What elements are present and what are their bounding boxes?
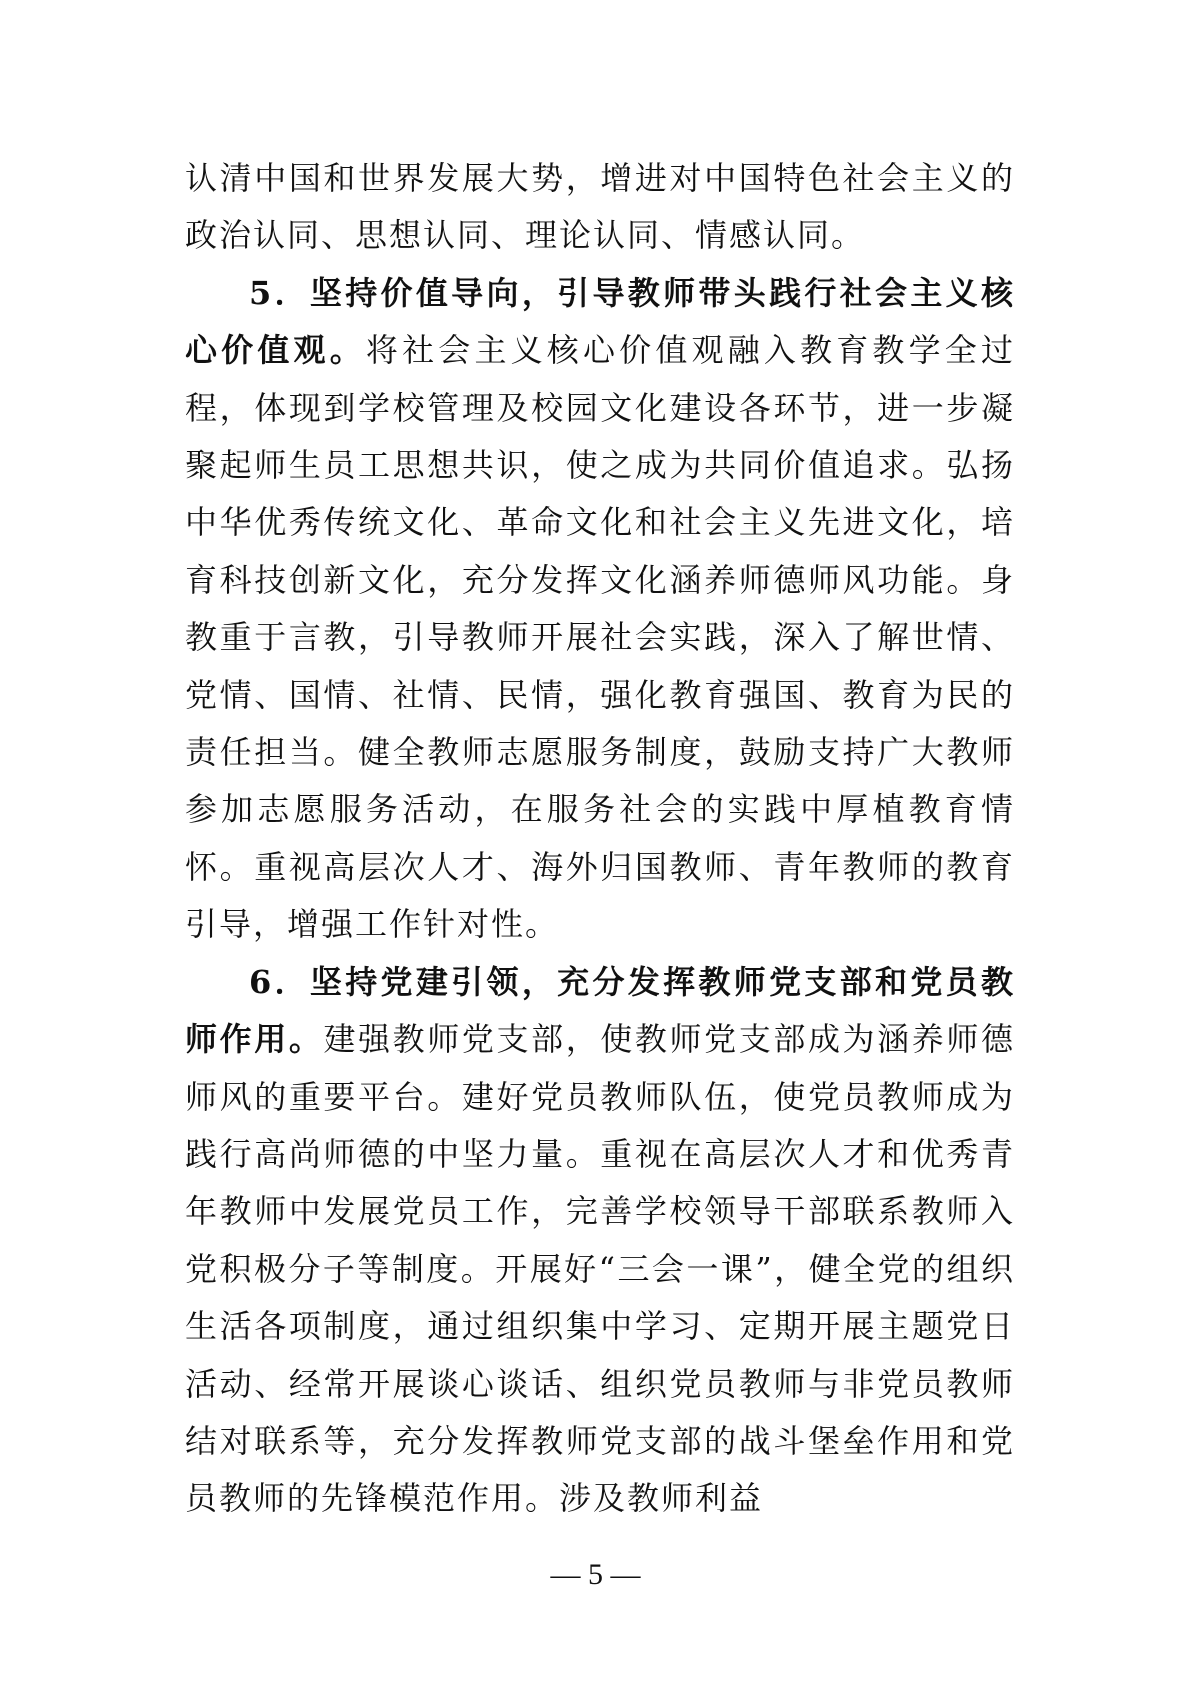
paragraph-body-text: 认清中国和世界发展大势，增进对中国特色社会主义的政治认同、思想认同、理论认同、情感认同。 bbox=[185, 159, 1015, 255]
document-body bbox=[185, 150, 1015, 1528]
paragraph-body-text: 将社会主义核心价值观融入教育教学全过程，体现到学校管理及校园文化建设各环节，进一步凝聚起师生员工思想共识，使之成为共同价值追求。弘扬中华优秀传统文化、革命文化和社会主义先进文化，培育科技创新文化，充分发挥文化涵养师德师风功能。身教重于言教，引导教师开展社会实践，深入了解世情、党情、国情、社情、民情，强化教育强国、教育为民的责任担当。健全教师志愿服务制度，鼓励支持广大教师参加志愿服务活动，在服务社会的实践中厚植教育情怀。重视高层次人才、海外归国教师、青年教师的教育引导，增强工作针对性。 bbox=[185, 331, 1015, 944]
section-heading-5: 5．坚持价值导向，引导教师带头践行社会主义核心价值观。 bbox=[185, 273, 1015, 370]
paragraph-section-5 bbox=[185, 265, 1015, 954]
paragraph-body-text: 建强教师党支部，使教师党支部成为涵养师德师风的重要平台。建好党员教师队伍，使党员教师成为践行高尚师德的中坚力量。重视在高层次人才和优秀青年教师中发展党员工作，完善学校领导干部联系教师入党积极分子等制度。开展好“三会一课”，健全党的组织生活各项制度，通过组织集中学习、定期开展主题党日活动、经常开展谈心谈话、组织党员教师与非党员教师结对联系等，充分发挥教师党支部的战斗堡垒作用和党员教师的先锋模范作用。涉及教师利益 bbox=[185, 1020, 1015, 1518]
page-number: — 5 — bbox=[550, 1558, 641, 1591]
section-heading-6: 6．坚持党建引领，充分发挥教师党支部和党员教师作用。 bbox=[185, 962, 1015, 1059]
paragraph-continuation bbox=[185, 150, 1015, 265]
paragraph-section-6 bbox=[185, 954, 1015, 1528]
